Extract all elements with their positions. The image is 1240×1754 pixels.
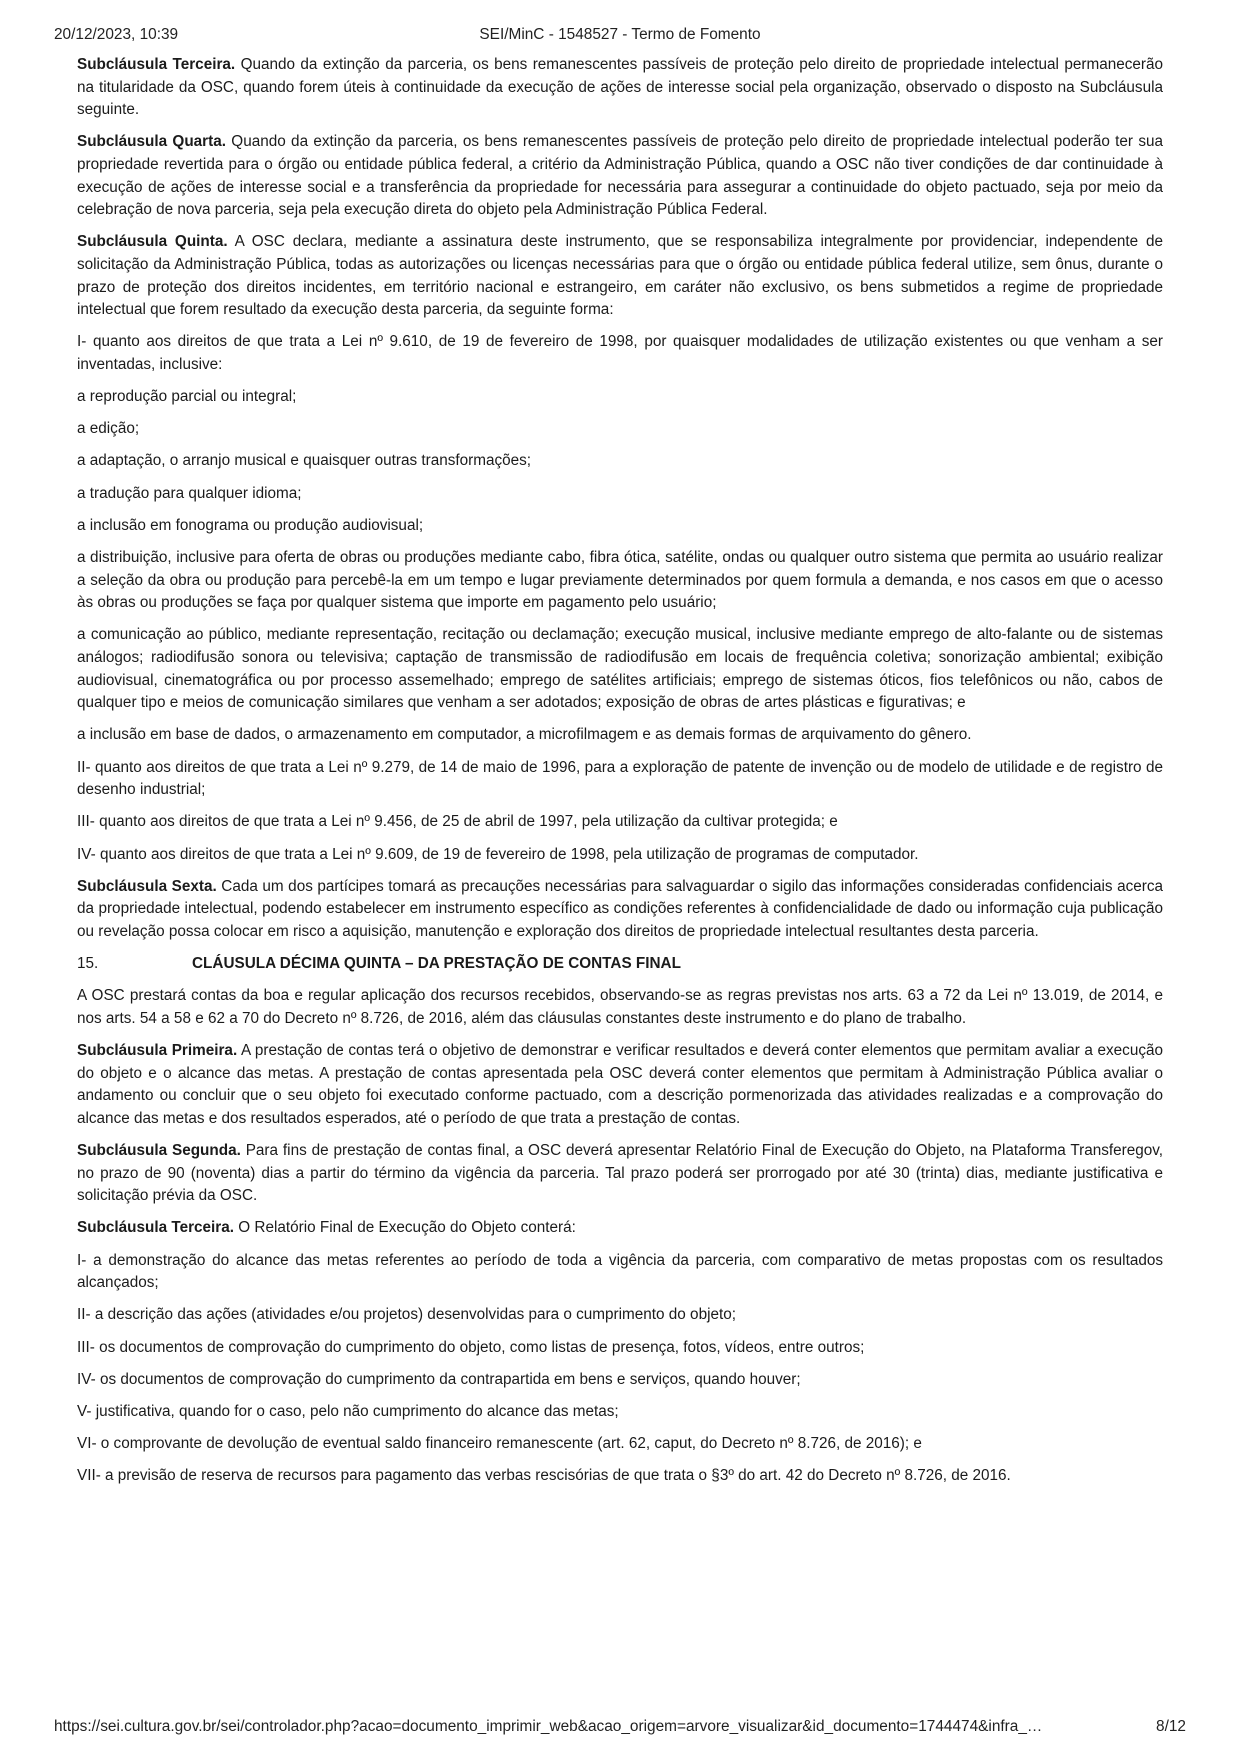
paragraph xyxy=(77,1250,1163,1295)
paragraph-text: O Relatório Final de Execução do Objeto conterá: xyxy=(234,1219,576,1237)
page-number: 8/12 xyxy=(1156,1718,1186,1735)
paragraph-text: a inclusão em fonograma ou produção audiovisual; xyxy=(77,516,424,534)
paragraph xyxy=(77,1304,1163,1327)
paragraph-text: Quando da extinção da parceria, os bens remanescentes passíveis de proteção pelo direito de propriedade intelectual poderão ter sua propriedade revertida para o órgão ou entidade pública federal, a critério da Administração Pública, quando a OSC não tiver condições de dar continuidade à execução de ações de interesse social e a transferência da propriedade for necessária para assegurar a continuidade do objeto pactuado, seja por meio da celebração de nova parceria, seja pela execução direta do objeto pela Administração Pública Federal. xyxy=(77,133,1163,219)
paragraph xyxy=(77,1369,1163,1392)
paragraph-lead: Subcláusula Sexta. xyxy=(77,877,217,895)
paragraph-text: Para fins de prestação de contas final, a OSC deverá apresentar Relatório Final de Execução do Objeto, na Plataforma Transferegov, no prazo de 90 (noventa) dias a partir do término da vigência da parceria. Tal prazo poderá ser prorrogado por até 30 (trinta) dias, mediante justificativa e solicitação prévia da OSC. xyxy=(77,1142,1163,1205)
clause-heading xyxy=(77,953,1163,976)
paragraph xyxy=(77,1401,1163,1424)
paragraph xyxy=(77,1217,1163,1240)
paragraph-text: a tradução para qualquer idioma; xyxy=(77,484,302,502)
paragraph-text: IV- quanto aos direitos de que trata a Lei nº 9.609, de 19 de fevereiro de 1998, pela utilização de programas de computador. xyxy=(77,845,919,863)
paragraph-text: VII- a previsão de reserva de recursos para pagamento das verbas rescisórias de que trata o §3º do art. 42 do Decreto nº 8.726, de 2016. xyxy=(77,1467,1011,1485)
paragraph-text: IV- os documentos de comprovação do cumprimento da contrapartida em bens e serviços, quando houver; xyxy=(77,1370,801,1388)
paragraph xyxy=(77,624,1163,714)
paragraph xyxy=(77,811,1163,834)
paragraph-lead: Subcláusula Segunda. xyxy=(77,1142,241,1160)
paragraph-text: I- quanto aos direitos de que trata a Lei nº 9.610, de 19 de fevereiro de 1998, por quaisquer modalidades de utilização existentes ou que venham a ser inventadas, inclusive: xyxy=(77,333,1163,373)
paragraph xyxy=(77,1140,1163,1208)
paragraph-text: a reprodução parcial ou integral; xyxy=(77,388,297,406)
paragraph-text: Quando da extinção da parceria, os bens remanescentes passíveis de proteção pelo direito de propriedade intelectual permanecerão na titularidade da OSC, quando forem úteis à continuidade da execução de ações de interesse social pela organização, observado o disposto na Subcláusula seguinte. xyxy=(77,56,1163,119)
paragraph-text: A prestação de contas terá o objetivo de demonstrar e verificar resultados e deverá conter elementos que permitam avaliar a execução do objeto e o alcance das metas. A prestação de contas apresentada pela OSC deverá conter elementos que permitam à Administração Pública avaliar o andamento ou concluir que o seu objeto foi executado conforme pactuado, com a descrição pormenorizada das atividades realizadas e a comprovação do alcance das metas e dos resultados esperados, até o período de que trata a prestação de contas. xyxy=(77,1042,1163,1127)
paragraph xyxy=(77,757,1163,802)
paragraph xyxy=(77,515,1163,538)
paragraph xyxy=(77,724,1163,747)
paragraph xyxy=(77,231,1163,321)
paragraph-text: a edição; xyxy=(77,420,140,438)
clause-title: CLÁUSULA DÉCIMA QUINTA – DA PRESTAÇÃO DE CONTAS FINAL xyxy=(192,955,681,973)
paragraph-text: a adaptação, o arranjo musical e quaisquer outras transformações; xyxy=(77,452,532,470)
paragraph-text: a comunicação ao público, mediante representação, recitação ou declamação; execução musical, inclusive mediante emprego de alto-falante ou de sistemas análogos; radiodifusão sonora ou televisiva; captação de transmissão de radiodifusão em locais de frequência coletiva; sonorização ambiental; exibição audiovisual, cinematográfica ou por processo assemelhado; emprego de satélites artificiais; emprego de sistemas óticos, fios telefônicos ou não, cabos de qualquer tipo e meios de comunicação similares que venham a ser adotados; exposição de obras de artes plásticas e figurativas; e xyxy=(77,626,1163,712)
document-title: SEI/MinC - 1548527 - Termo de Fomento xyxy=(479,26,761,43)
print-header xyxy=(54,26,1186,48)
paragraph-text: a inclusão em base de dados, o armazenamento em computador, a microfilmagem e as demais formas de arquivamento do gênero. xyxy=(77,726,972,744)
print-footer xyxy=(54,1718,1186,1740)
paragraph xyxy=(77,450,1163,473)
paragraph-text: VI- o comprovante de devolução de eventual saldo financeiro remanescente (art. 62, caput, do Decreto nº 8.726, de 2016); e xyxy=(77,1435,922,1453)
print-datetime: 20/12/2023, 10:39 xyxy=(54,26,179,43)
paragraph-text: III- os documentos de comprovação do cumprimento do objeto, como listas de presença, fotos, vídeos, entre outros; xyxy=(77,1338,865,1356)
paragraph-lead: Subcláusula Quinta. xyxy=(77,233,228,251)
paragraph xyxy=(77,331,1163,376)
paragraph-lead: Subcláusula Primeira. xyxy=(77,1042,238,1060)
paragraph xyxy=(77,985,1163,1030)
paragraph xyxy=(77,876,1163,944)
source-url: https://sei.cultura.gov.br/sei/controlador.php?acao=documento_imprimir_web&acao_origem=arvore_visualizar&id_documento=1744474&infra_… xyxy=(54,1718,1043,1735)
paragraph xyxy=(77,1433,1163,1456)
paragraph xyxy=(77,1465,1163,1488)
paragraph xyxy=(77,1337,1163,1360)
paragraph-text: II- a descrição das ações (atividades e/ou projetos) desenvolvidas para o cumprimento do objeto; xyxy=(77,1306,736,1324)
paragraph-text: V- justificativa, quando for o caso, pelo não cumprimento do alcance das metas; xyxy=(77,1402,619,1420)
paragraph xyxy=(77,131,1163,221)
document-body xyxy=(77,54,1163,1498)
paragraph xyxy=(77,54,1163,122)
paragraph xyxy=(77,386,1163,409)
paragraph-text: A OSC declara, mediante a assinatura deste instrumento, que se responsabiliza integralmente por providenciar, independente de solicitação da Administração Pública, todas as autorizações ou licenças necessárias para que o órgão ou entidade pública federal utilize, sem ônus, durante o prazo de proteção dos direitos incidentes, em território nacional e estrangeiro, em caráter não exclusivo, os bens submetidos a regime de propriedade intelectual que forem resultado da execução desta parceria, da seguinte forma: xyxy=(77,233,1163,319)
paragraph xyxy=(77,547,1163,615)
clause-number: 15. xyxy=(77,955,99,973)
paragraph xyxy=(77,1040,1163,1130)
paragraph-lead: Subcláusula Terceira. xyxy=(77,56,236,73)
paragraph-lead: Subcláusula Quarta. xyxy=(77,133,226,151)
paragraph-text: Cada um dos partícipes tomará as precauções necessárias para salvaguardar o sigilo das informações consideradas confidenciais acerca da propriedade intelectual, podendo estabelecer em instrumento específico as condições referentes à confidencialidade de dado ou informação cuja publicação ou revelação possa colocar em risco a aquisição, manutenção e exploração dos direitos de propriedade intelectual resultantes desta parceria. xyxy=(77,877,1163,940)
paragraph xyxy=(77,418,1163,441)
paragraph xyxy=(77,483,1163,506)
paragraph xyxy=(77,844,1163,867)
paragraph-text: II- quanto aos direitos de que trata a Lei nº 9.279, de 14 de maio de 1996, para a exploração de patente de invenção ou de modelo de utilidade e de registro de desenho industrial; xyxy=(77,758,1163,799)
paragraph-text: I- a demonstração do alcance das metas referentes ao período de toda a vigência da parceria, com comparativo de metas propostas com os resultados alcançados; xyxy=(77,1251,1163,1292)
paragraph-text: III- quanto aos direitos de que trata a Lei nº 9.456, de 25 de abril de 1997, pela utilização da cultivar protegida; e xyxy=(77,813,838,831)
paragraph-lead: Subcláusula Terceira. xyxy=(77,1219,235,1237)
paragraph-text: a distribuição, inclusive para oferta de obras ou produções mediante cabo, fibra ótica, satélite, ondas ou qualquer outro sistema que permita ao usuário realizar a seleção da obra ou produção para percebê-la em um tempo e lugar previamente determinados por quem formula a demanda, e nos casos em que o acesso às obras ou produções se faça por qualquer sistema que importe em pagamento pelo usuário; xyxy=(77,549,1163,612)
paragraph-text: A OSC prestará contas da boa e regular aplicação dos recursos recebidos, observando-se as regras previstas nos arts. 63 a 72 da Lei nº 13.019, de 2014, e nos arts. 54 a 58 e 62 a 70 do Decreto nº 8.726, de 2016, além das cláusulas constantes deste instrumento e do plano de trabalho. xyxy=(77,987,1163,1027)
